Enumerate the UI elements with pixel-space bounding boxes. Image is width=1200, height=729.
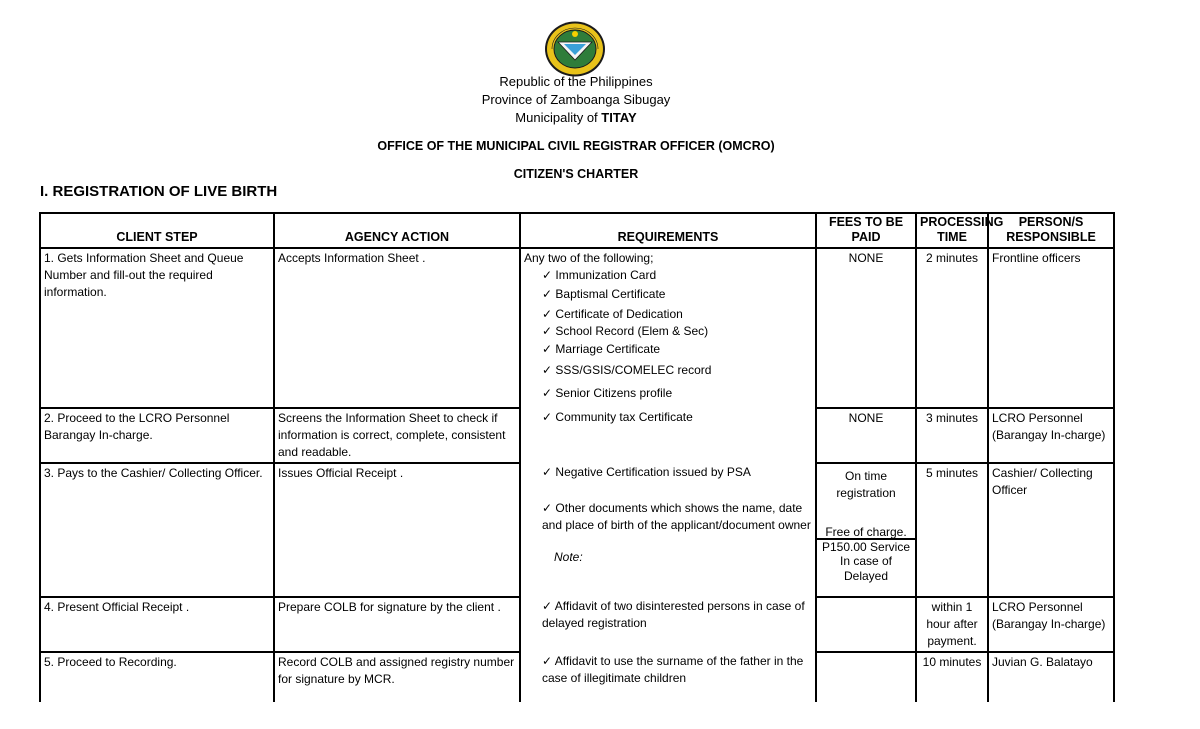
processing-time-cell: 2 minutes — [916, 248, 988, 408]
table-row — [40, 248, 1114, 408]
check-icon: ✓ — [542, 287, 553, 301]
requirements-cell — [520, 248, 816, 408]
fee-on-time: On time registration Free of charge. — [817, 464, 915, 538]
fee-service: P150.00 Service — [817, 538, 915, 554]
fee-cell: NONE — [816, 408, 916, 463]
requirement-item: ✓ Negative Certification issued by PSA — [542, 465, 751, 479]
table-header-row — [40, 213, 1114, 248]
client-step-cell: 4. Present Official Receipt . — [40, 597, 274, 652]
check-icon: ✓ — [542, 386, 553, 400]
fee-cell — [816, 463, 916, 597]
requirement-item: ✓ Baptismal Certificate — [542, 287, 666, 301]
charter-title: CITIZEN'S CHARTER — [513, 167, 639, 181]
client-step-cell: 3. Pays to the Cashier/ Collecting Officer. — [40, 463, 274, 597]
requirement-item: ✓ Immunization Card — [542, 268, 657, 282]
agency-action-cell: Prepare COLB for signature by the client . — [274, 597, 520, 652]
col-requirements: REQUIREMENTS — [520, 213, 816, 248]
processing-time-cell: 5 minutes — [916, 463, 988, 597]
fee-cell — [816, 597, 916, 652]
requirement-item: ✓ SSS/GSIS/COMELEC record — [542, 363, 712, 377]
municipality-name: TITAY — [601, 110, 637, 125]
processing-time-cell: 10 minutes — [916, 652, 988, 702]
col-agency-action: AGENCY ACTION — [274, 213, 520, 248]
municipality-prefix: Municipality of — [515, 110, 602, 125]
requirement-item: ✓ Community tax Certificate — [542, 410, 693, 424]
check-icon: ✓ — [542, 599, 553, 613]
person-responsible-cell: Frontline officers — [988, 248, 1114, 408]
requirement-item: ✓ Senior Citizens profile — [542, 386, 673, 400]
check-icon: ✓ — [542, 410, 553, 424]
province-line: Province of Zamboanga Sibugay — [481, 92, 671, 107]
fee-delayed: In case of Delayed — [839, 554, 893, 583]
client-step-cell: 2. Proceed to the LCRO Personnel Barangay In-charge. — [40, 408, 274, 463]
check-icon: ✓ — [542, 307, 553, 321]
check-icon: ✓ — [542, 342, 553, 356]
table-row — [40, 408, 1114, 463]
check-icon: ✓ — [542, 501, 553, 515]
requirement-item: ✓ School Record (Elem & Sec) — [542, 324, 709, 338]
processing-time-cell: within 1 hour after payment. — [916, 597, 988, 652]
fee-cell — [816, 652, 916, 702]
requirement-item: ✓ Other documents which shows the name, date and place of birth of the applicant/document owner — [542, 501, 811, 532]
table-row — [40, 597, 1114, 652]
person-responsible-cell: Juvian G. Balatayo — [988, 652, 1114, 702]
client-step-cell: 5. Proceed to Recording. — [40, 652, 274, 702]
fee-cell: NONE — [816, 248, 916, 408]
agency-action-cell: Screens the Information Sheet to check if information is correct, complete, consistent and readable. — [274, 408, 520, 463]
check-icon: ✓ — [542, 324, 553, 338]
agency-action-cell: Issues Official Receipt . — [274, 463, 520, 597]
requirement-item: ✓ Affidavit to use the surname of the father in the case of illegitimate children — [542, 654, 804, 685]
table-row — [40, 463, 1114, 597]
check-icon: ✓ — [542, 268, 553, 282]
processing-time-cell: 3 minutes — [916, 408, 988, 463]
agency-action-cell: Accepts Information Sheet . — [274, 248, 520, 408]
section-title: I. REGISTRATION OF LIVE BIRTH — [40, 183, 278, 200]
table-row — [40, 652, 1114, 702]
check-icon: ✓ — [542, 363, 553, 377]
col-fees: FEES TO BE PAID — [816, 213, 916, 248]
col-processing-time: PROCESSING TIME — [916, 213, 988, 248]
fee-free: Free of charge. — [825, 525, 907, 539]
requirements-cell — [520, 652, 816, 702]
municipality-line — [0, 109, 1152, 127]
client-step-cell: 1. Gets Information Sheet and Queue Number and fill-out the required information. — [40, 248, 274, 408]
requirements-cell — [520, 463, 816, 597]
requirements-intro: Any two of the following; — [524, 251, 654, 265]
office-title: OFFICE OF THE MUNICIPAL CIVIL REGISTRAR OFFICER (OMCRO) — [377, 139, 775, 153]
requirements-cell — [520, 597, 816, 652]
citizen-charter-table — [39, 212, 1115, 702]
republic-line: Republic of the Philippines — [499, 74, 653, 89]
person-responsible-cell: Cashier/ Collecting Officer — [988, 463, 1114, 597]
person-responsible-cell: LCRO Personnel (Barangay In-charge) — [988, 408, 1114, 463]
col-client-step: CLIENT STEP — [40, 213, 274, 248]
agency-action-cell: Record COLB and assigned registry number for signature by MCR. — [274, 652, 520, 702]
requirement-item: ✓ Marriage Certificate — [542, 342, 661, 356]
col-person-responsible: PERSON/S RESPONSIBLE — [988, 213, 1114, 248]
municipal-seal-logo — [544, 20, 606, 78]
requirements-cell — [520, 408, 816, 463]
note-label: Note: — [554, 550, 583, 564]
check-icon: ✓ — [542, 654, 553, 668]
requirement-item: ✓ Certificate of Dedication — [542, 307, 683, 321]
check-icon: ✓ — [542, 465, 553, 479]
requirement-item: ✓ Affidavit of two disinterested persons in case of delayed registration — [542, 599, 805, 630]
person-responsible-cell: LCRO Personnel (Barangay In-charge) — [988, 597, 1114, 652]
